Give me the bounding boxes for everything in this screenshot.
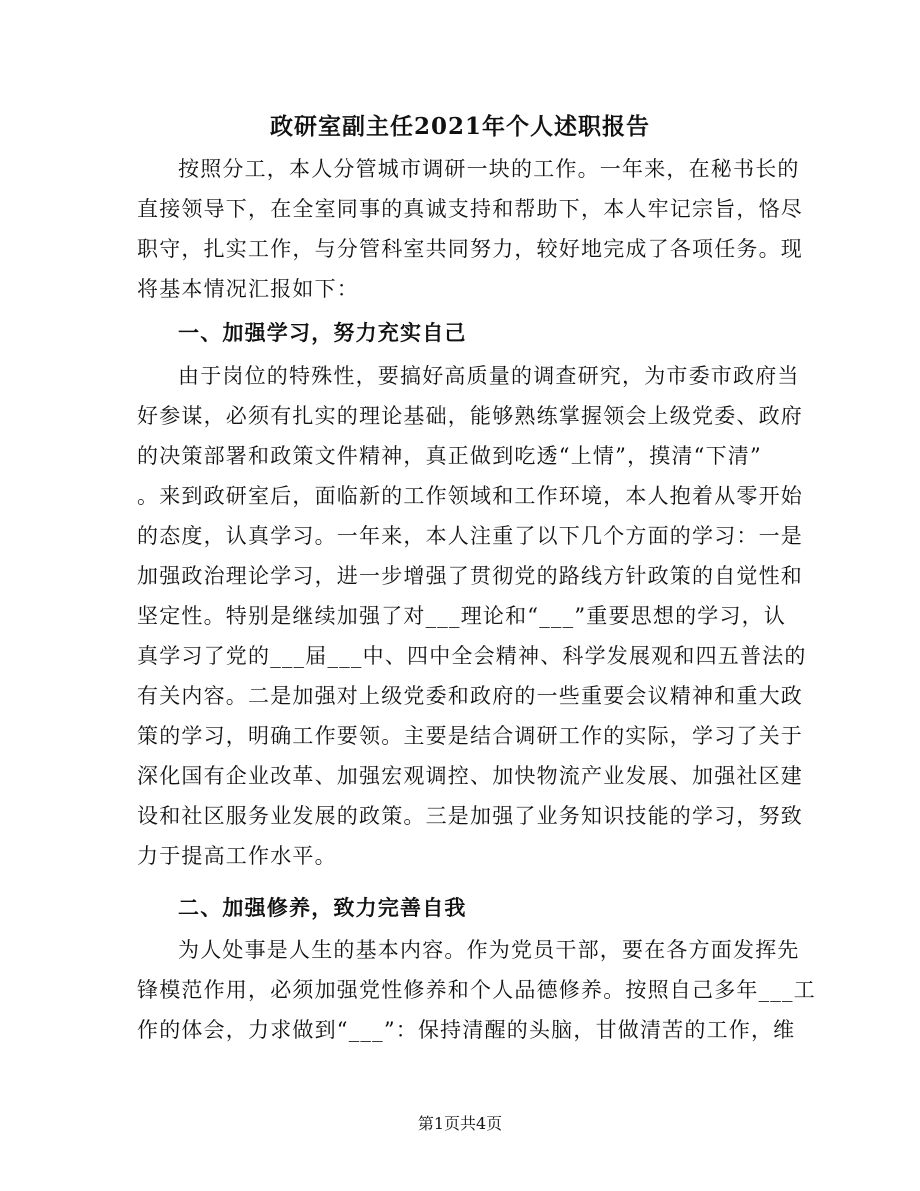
paragraph-line: 有关内容。二是加强对上级党委和政府的一些重要会议精神和重大政 [137,684,803,708]
paragraph-line: 好参谋，必须有扎实的理论基础，能够熟练掌握领会上级党委、政府 [137,404,803,428]
paragraph-line: 力于提高工作水平。 [137,844,337,868]
section-heading: 一、加强学习，努力充实自己 [178,320,467,345]
paragraph-line: 坚定性。特别是继续加强了对___理论和“___”重要思想的学习，认 [137,604,787,628]
paragraph-line: 真学习了党的___届___中、四中全会精神、科学发展观和四五普法的 [137,644,807,668]
paragraph-line: 策的学习，明确工作要领。主要是结合调研工作的实际，学习了关于 [137,724,803,748]
paragraph-line: 设和社区服务业发展的政策。三是加强了业务知识技能的学习，努致 [137,804,803,828]
page-number: 第1页共4页 [417,1114,503,1133]
paragraph-line: 作的体会，力求做到“___”：保持清醒的头脑，甘做清苦的工作，维 [137,1018,796,1042]
section-heading: 二、加强修养，致力完善自我 [178,895,467,920]
paragraph-line: 。来到政研室后，面临新的工作领域和工作环境，本人抱着从零开始 [137,484,803,508]
paragraph-line: 的态度，认真学习。一年来，本人注重了以下几个方面的学习：一是 [137,524,803,548]
paragraph-line: 将基本情况汇报如下： [137,277,359,301]
paragraph-line: 深化国有企业改革、加强宏观调控、加快物流产业发展、加强社区建 [137,764,803,788]
paragraph-line: 由于岗位的特殊性，要搞好高质量的调查研究，为市委市政府当 [178,364,800,388]
paragraph-line: 加强政治理论学习，进一步增强了贯彻党的路线方针政策的自觉性和 [137,564,803,588]
paragraph-line: 为人处事是人生的基本内容。作为党员干部，要在各方面发挥先 [178,938,800,962]
paragraph-line: 锋模范作用，必须加强党性修养和个人品德修养。按照自己多年___工 [137,978,816,1002]
paragraph-line: 的决策部署和政策文件精神，真正做到吃透“上情”，摸清“下清” [137,444,762,468]
paragraph-line: 直接领导下，在全室同事的真诚支持和帮助下，本人牢记宗旨，恪尽 [137,197,803,221]
paragraph-line: 按照分工，本人分管城市调研一块的工作。一年来，在秘书长的 [178,157,800,181]
paragraph-line: 职守，扎实工作，与分管科室共同努力，较好地完成了各项任务。现 [137,237,803,261]
page-title: 政研室副主任2021年个人述职报告 [269,113,650,140]
